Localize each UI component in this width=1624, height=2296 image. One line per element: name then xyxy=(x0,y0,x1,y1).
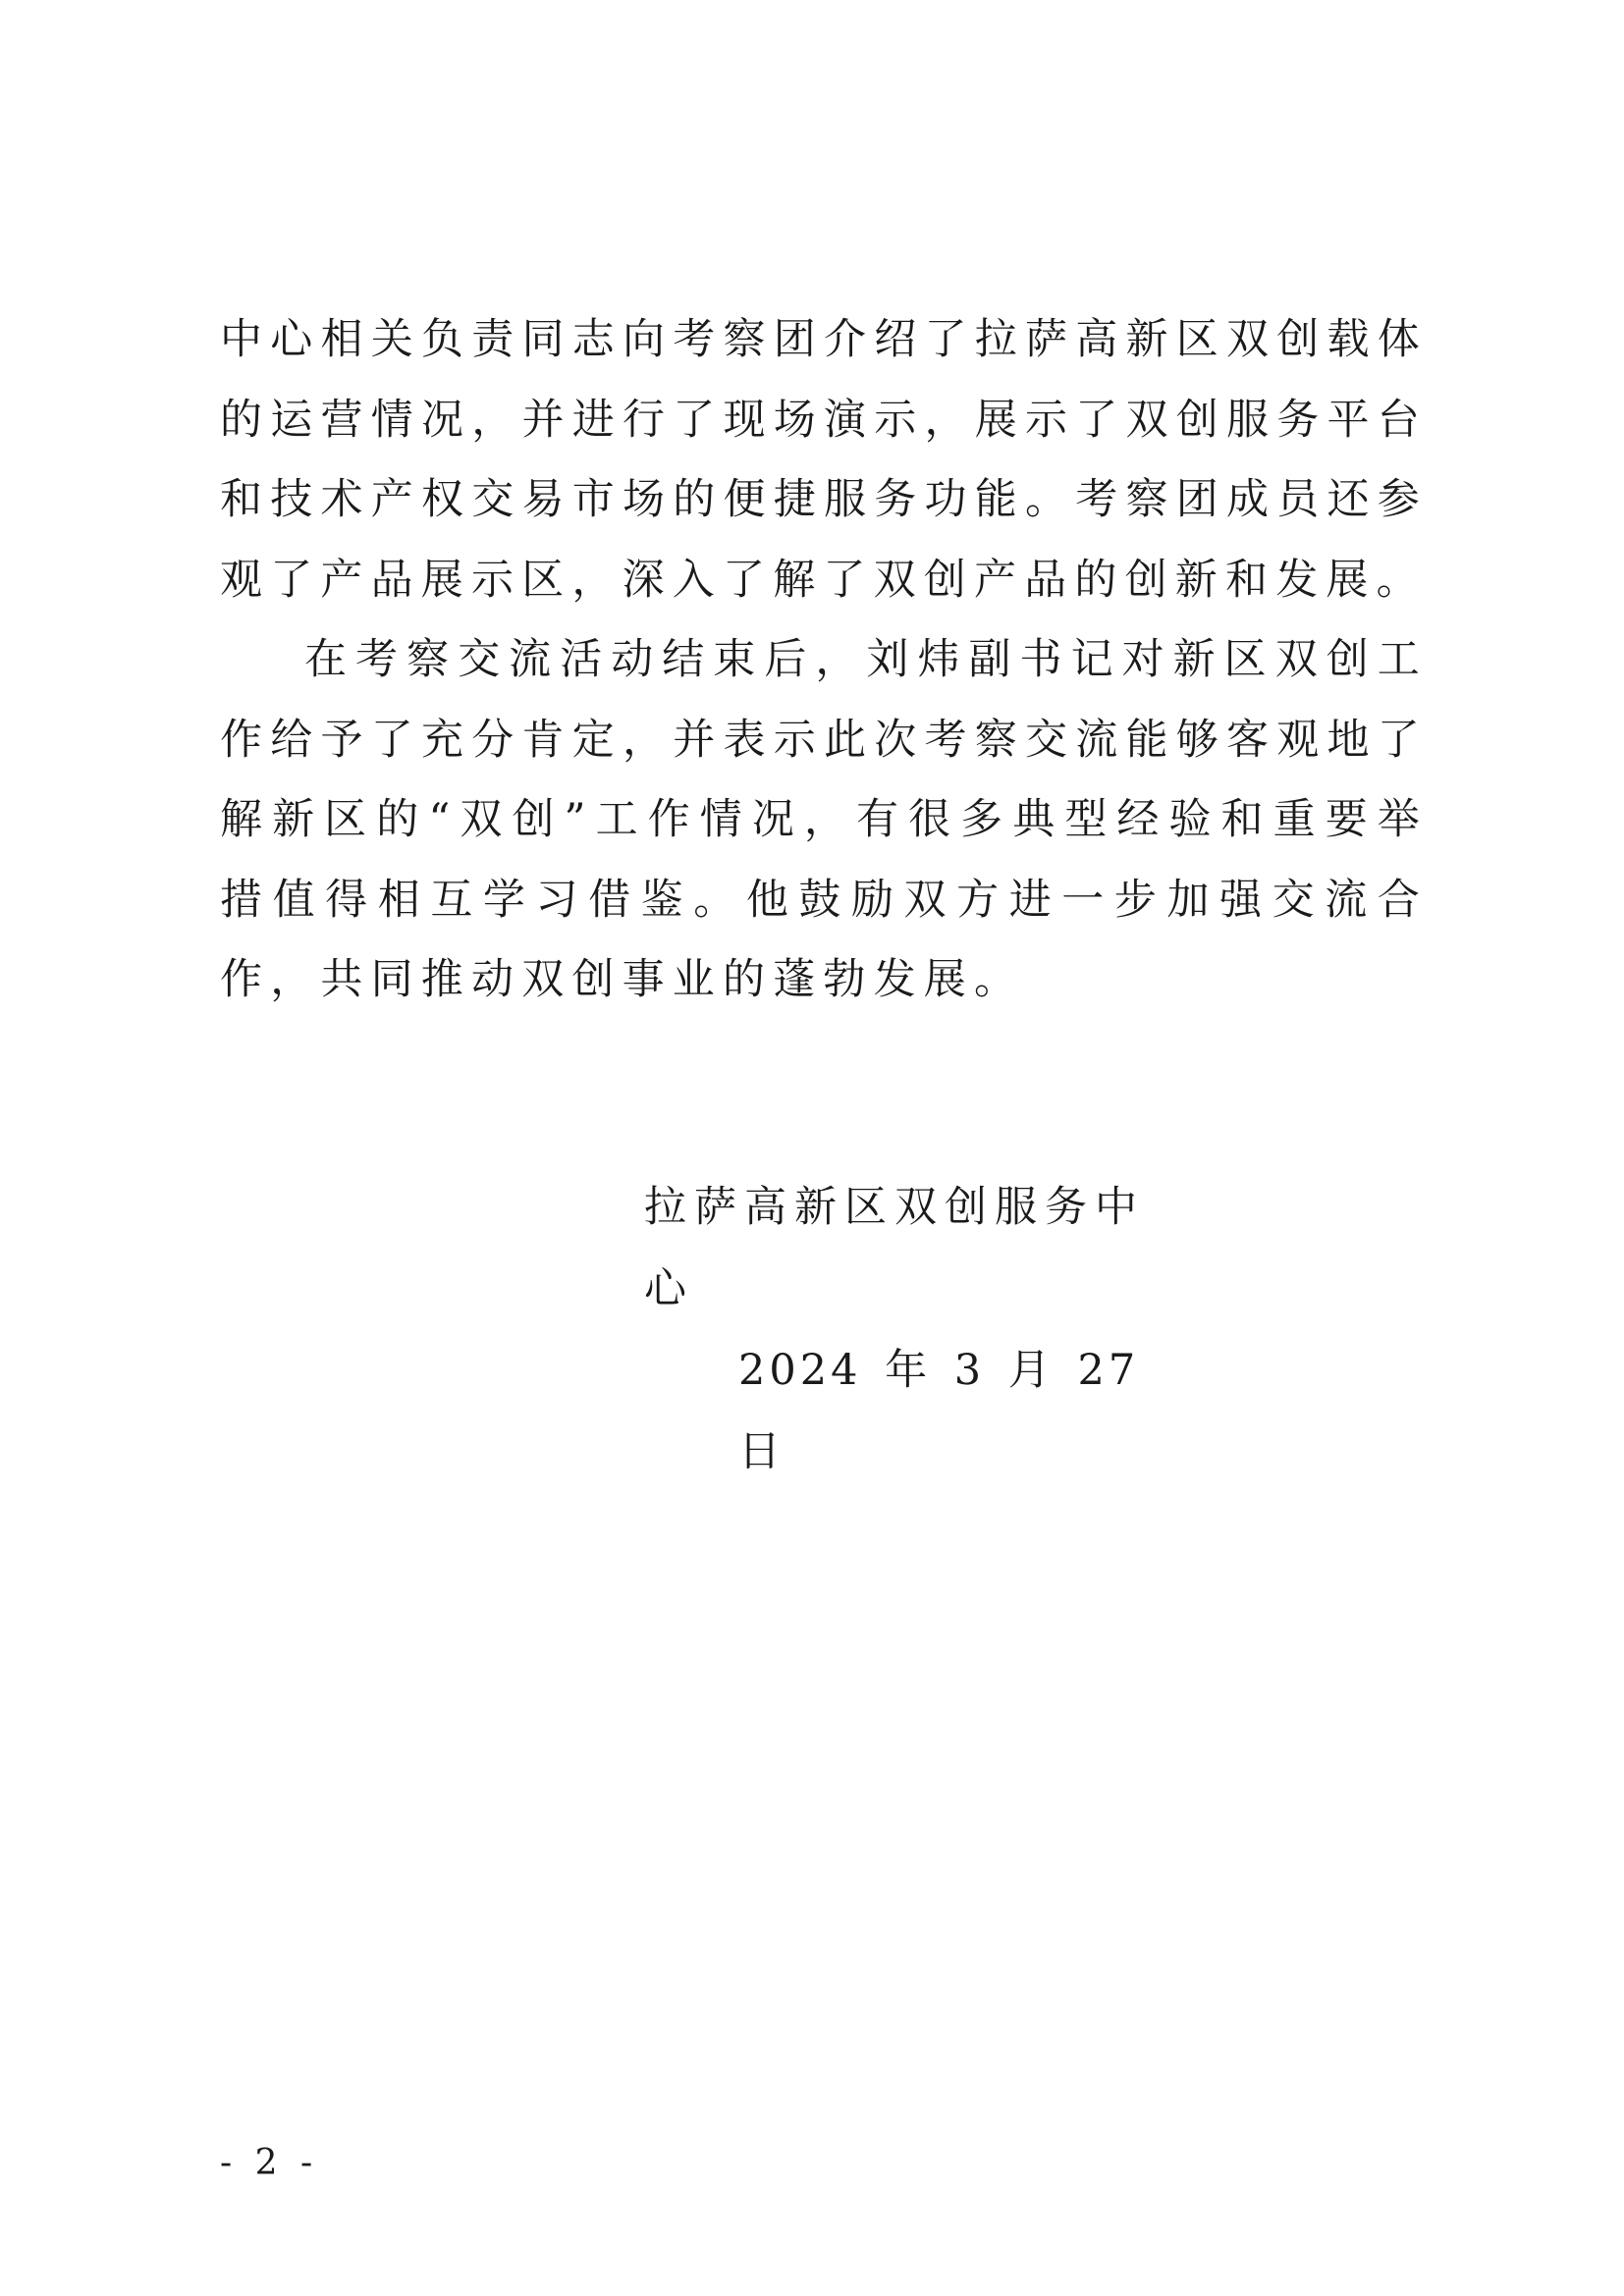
page-number: - 2 - xyxy=(220,2143,319,2183)
signature-organization: 拉萨高新区双创服务中心 xyxy=(644,1183,1145,1313)
signature-date: 2024 年 3 月 27 日 xyxy=(738,1346,1140,1476)
signature-block xyxy=(638,1167,1188,1493)
paragraph-summary: 在考察交流活动结束后，刘炜副书记对新区双创工作给予了充分肯定，并表示此次考察交流能够客观地了解新区的“双创”工作情况，有很多典型经验和重要举措值得相互学习借鉴。他鼓励双方进一步加强交流合作，共同推动双创事业的蓬勃发展。 xyxy=(220,635,1428,1004)
paragraph-continued: 中心相关负责同志向考察团介绍了拉萨高新区双创载体的运营情况，并进行了现场演示，展示了双创服务平台和技术产权交易市场的便捷服务功能。考察团成员还参观了产品展示区，深入了解了双创产品的创新和发展。 xyxy=(220,315,1428,605)
document-body xyxy=(220,300,1428,1021)
